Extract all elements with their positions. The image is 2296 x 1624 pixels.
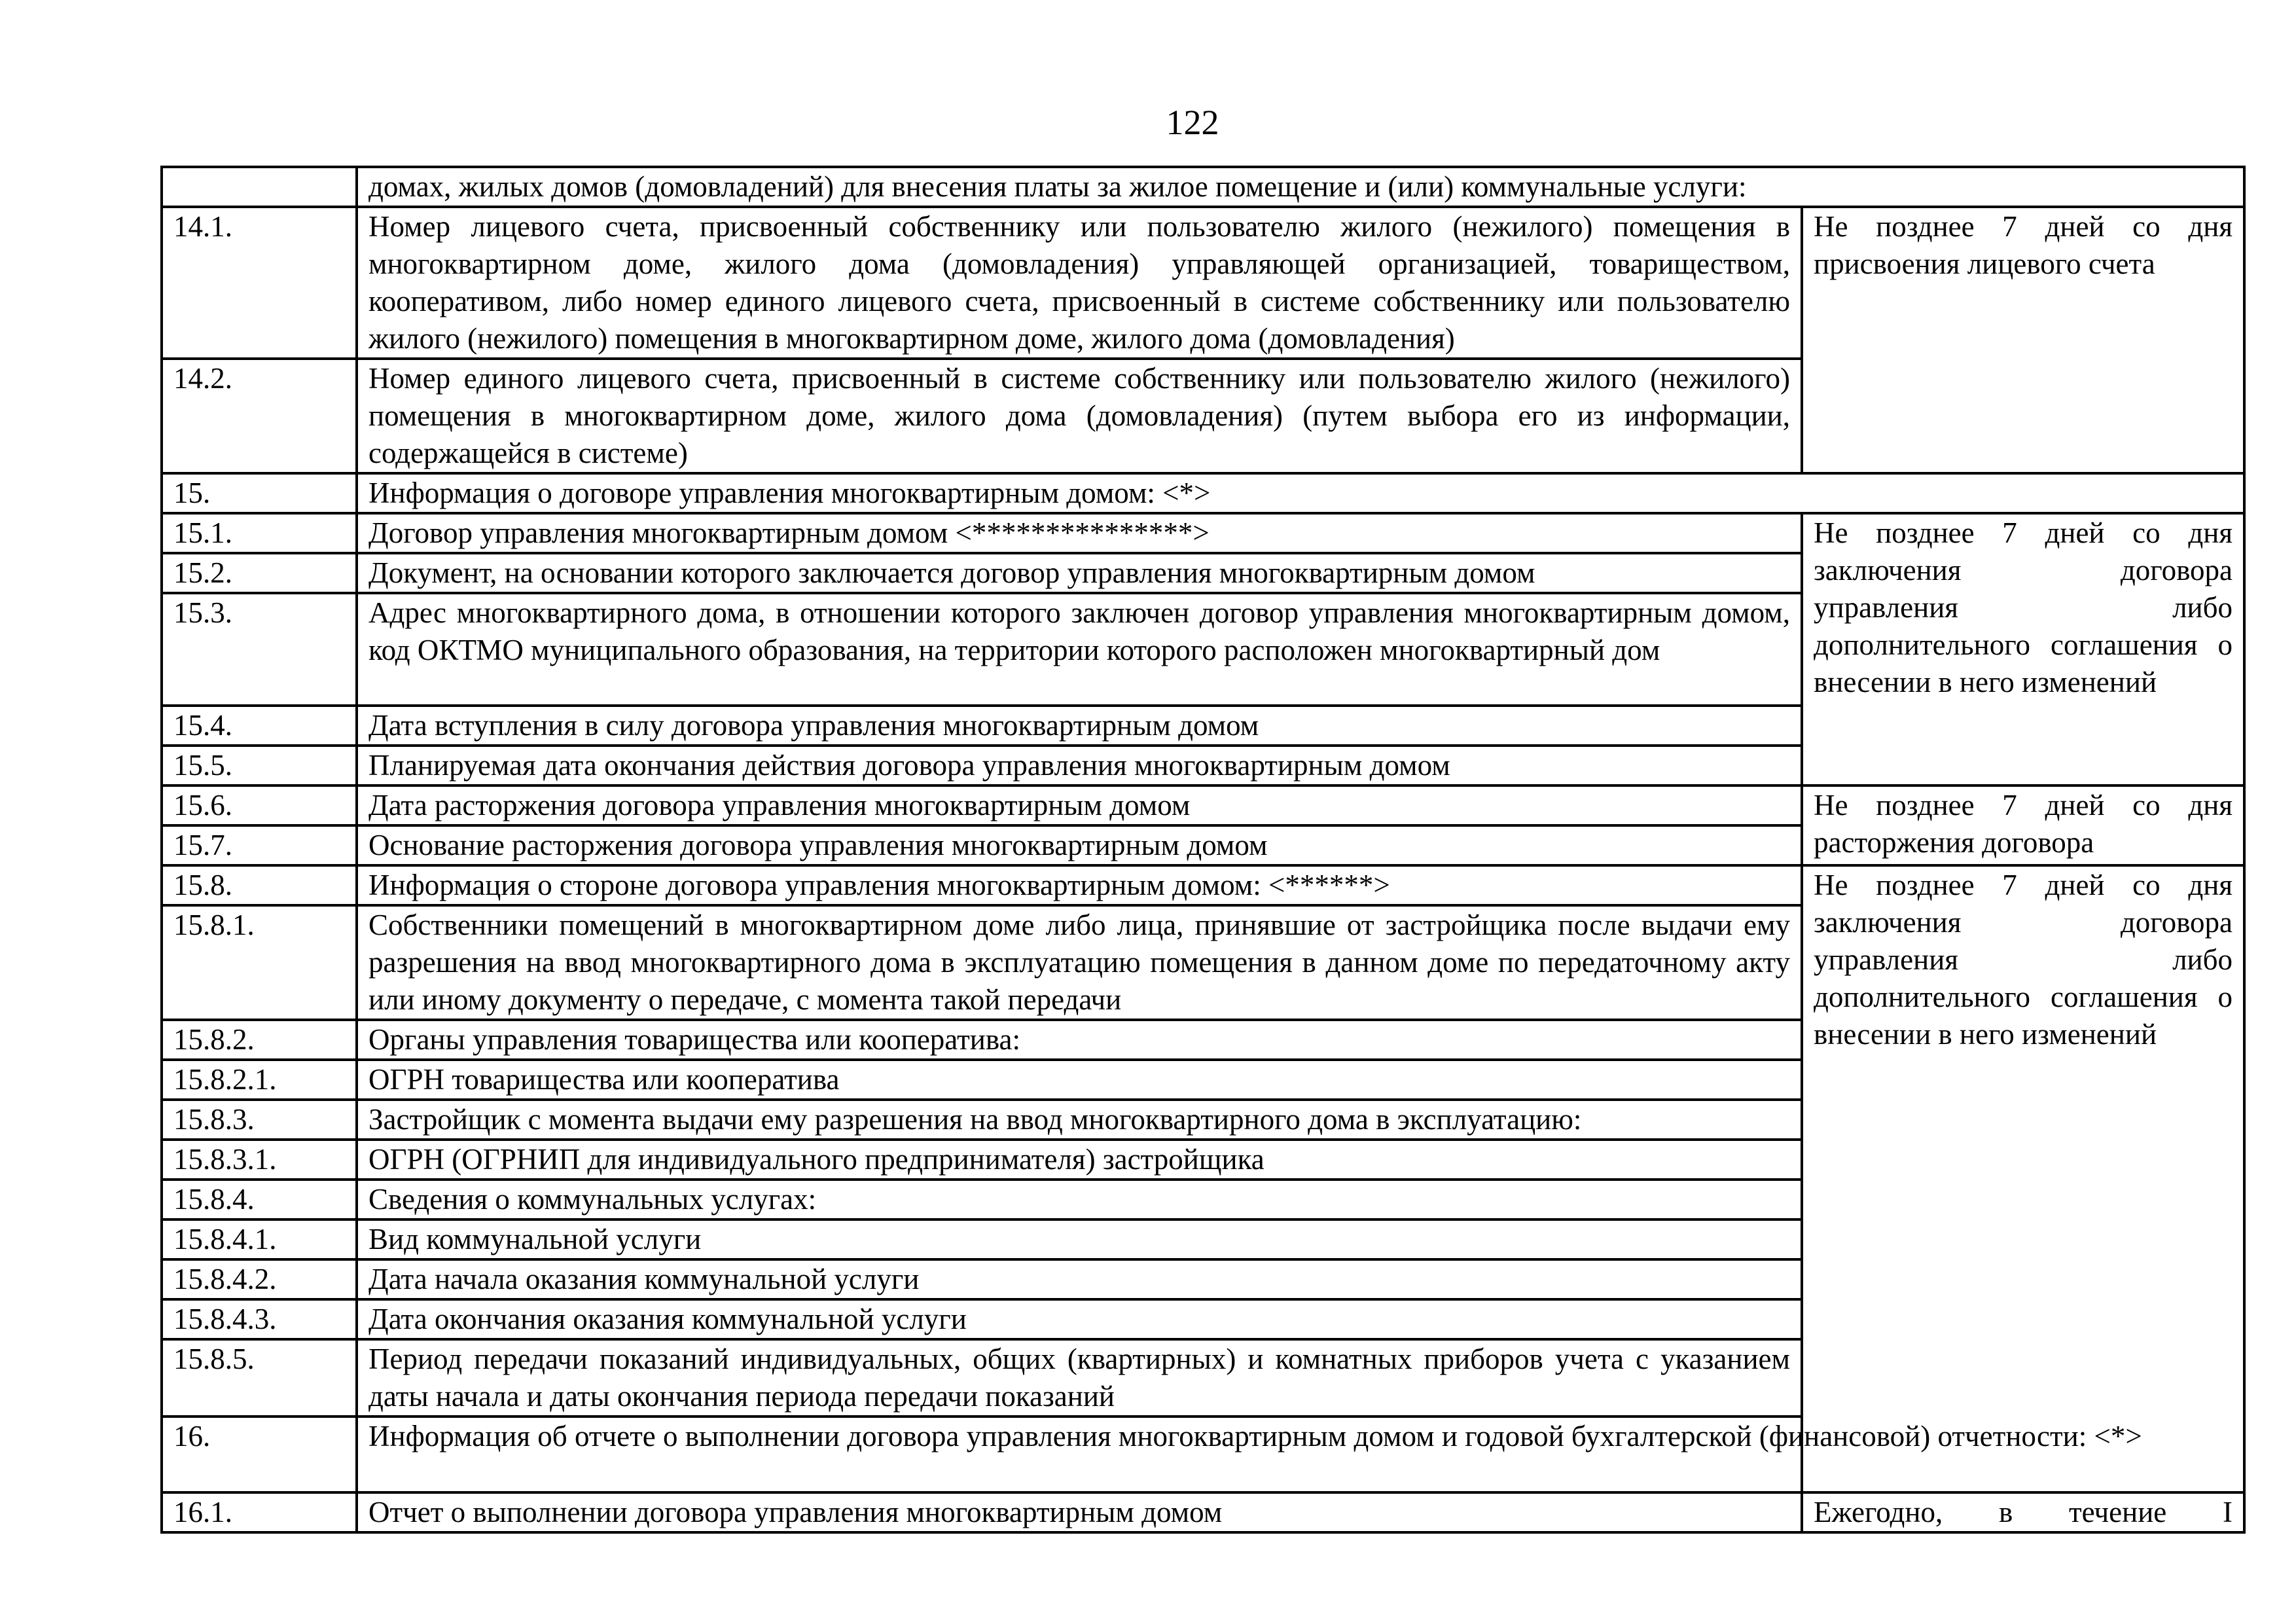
row-text: Основание расторжения договора управления многоквартирным домом [357, 825, 1802, 865]
row-number: 15.8.3.1. [162, 1140, 357, 1180]
row-number: 16. [162, 1416, 357, 1492]
deadline-cell: Не позднее 7 дней со дня заключения договора управления либо дополнительного соглашения о внесении в него изменений [1802, 865, 2244, 1492]
row-text: Период передачи показаний индивидуальных, общих (квартирных) и комнатных приборов учета с указанием даты начала и даты окончания периода передачи показаний [357, 1339, 1802, 1416]
row-text: Планируемая дата окончания действия договора управления многоквартирным домом [357, 746, 1802, 785]
row-text: Застройщик с момента выдачи ему разрешения на ввод многоквартирного дома в эксплуатацию: [357, 1100, 1802, 1140]
row-number: 15.8.4.1. [162, 1219, 357, 1259]
row-number: 15. [162, 473, 357, 513]
row-text: Дата вступления в силу договора управления многоквартирным домом [357, 706, 1802, 746]
table-row [162, 167, 2244, 207]
row-number: 15.8.2.1. [162, 1060, 357, 1100]
table-row [162, 785, 2244, 825]
row-number: 15.8.4.3. [162, 1299, 357, 1339]
row-text: Адрес многоквартирного дома, в отношении которого заключен договор управления многоквартирным домом, код ОКТМО муниципального образования, на территории которого расположен многоквартирный дом [357, 593, 1802, 706]
row-number: 15.7. [162, 825, 357, 865]
row-text: Номер лицевого счета, присвоенный собственнику или пользователю жилого (нежилого) помещения в многоквартирном доме, жилого дома (домовладения) управляющей организацией, товариществом, кооперативом, либо номер единого лицевого счета, присвоенный в системе собственнику или пользователю жилого (нежилого) помещения в многоквартирном доме, жилого дома (домовладения) [357, 207, 1802, 359]
row-number: 15.8.5. [162, 1339, 357, 1416]
table-row [162, 513, 2244, 553]
row-number: 14.1. [162, 207, 357, 359]
row-text: Договор управления многоквартирным домом <***************> [357, 513, 1802, 553]
row-text: Органы управления товарищества или кооператива: [357, 1020, 1802, 1060]
deadline-cell: Ежегодно, в течение I [1802, 1492, 2244, 1532]
row-number: 15.8.4. [162, 1180, 357, 1219]
table-row [162, 865, 2244, 905]
row-text: Сведения о коммунальных услугах: [357, 1180, 1802, 1219]
row-text: ОГРН товарищества или кооператива [357, 1060, 1802, 1100]
row-text: Документ, на основании которого заключается договор управления многоквартирным домом [357, 553, 1802, 593]
row-number: 15.8.2. [162, 1020, 357, 1060]
row-text: Отчет о выполнении договора управления многоквартирным домом [357, 1492, 1802, 1532]
deadline-cell: Не позднее 7 дней со дня заключения договора управления либо дополнительного соглашения о внесении в него изменений [1802, 513, 2244, 785]
row-text: Собственники помещений в многоквартирном доме либо лица, принявшие от застройщика после выдачи ему разрешения на ввод многоквартирного дома в эксплуатацию помещения в данном доме по передаточному акту или иному документу о передаче, с момента такой передачи [357, 905, 1802, 1020]
row-number: 15.8.3. [162, 1100, 357, 1140]
row-text: Дата начала оказания коммунальной услуги [357, 1259, 1802, 1299]
row-number: 15.8.4.2. [162, 1259, 357, 1299]
table-row [162, 1492, 2244, 1532]
row-text: Дата расторжения договора управления многоквартирным домом [357, 785, 1802, 825]
row-number: 15.2. [162, 553, 357, 593]
row-number: 15.8. [162, 865, 357, 905]
row-text: Вид коммунальной услуги [357, 1219, 1802, 1259]
row-text: Информация о договоре управления многоквартирным домом: <*> [357, 473, 2244, 513]
row-text: домах, жилых домов (домовладений) для внесения платы за жилое помещение и (или) коммунальные услуги: [357, 167, 2244, 207]
row-text: ОГРН (ОГРНИП для индивидуального предпринимателя) застройщика [357, 1140, 1802, 1180]
data-table [160, 166, 2246, 1534]
row-number: 15.6. [162, 785, 357, 825]
deadline-cell: Не позднее 7 дней со дня присвоения лицевого счета [1802, 207, 2244, 473]
row-number: 15.8.1. [162, 905, 357, 1020]
row-number: 15.4. [162, 706, 357, 746]
table-row [162, 207, 2244, 359]
row-text: Информация о стороне договора управления многоквартирным домом: <******> [357, 865, 1802, 905]
table-row [162, 473, 2244, 513]
row-text: Номер единого лицевого счета, присвоенный в системе собственнику или пользователю жилого (нежилого) помещения в многоквартирном доме, жилого дома (домовладения) (путем выбора его из информации, содержащейся в системе) [357, 359, 1802, 473]
row-number: 14.2. [162, 359, 357, 473]
row-number: 15.5. [162, 746, 357, 785]
table-row [162, 1416, 2244, 1492]
row-number: 15.3. [162, 593, 357, 706]
deadline-cell: Не позднее 7 дней со дня расторжения договора [1802, 785, 2244, 865]
row-number: 15.1. [162, 513, 357, 553]
row-text: Информация об отчете о выполнении договора управления многоквартирным домом и годовой бухгалтерской (финансовой) отчетности: <*> [357, 1416, 2244, 1492]
page-number: 122 [1166, 103, 1219, 142]
row-number: 16.1. [162, 1492, 357, 1532]
row-number [162, 167, 357, 207]
row-text: Дата окончания оказания коммунальной услуги [357, 1299, 1802, 1339]
